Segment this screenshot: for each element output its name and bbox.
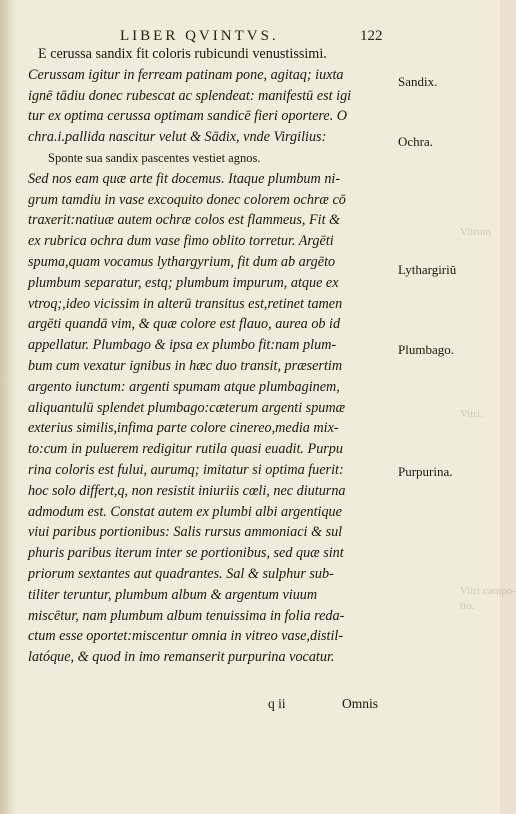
bleed-through-text: Vitri.: [460, 408, 483, 420]
text-line: ex rubrica ochra dum vase fimo oblito torretur. Argēti: [28, 233, 334, 250]
text-line: argēti quandā vim, & quæ colore est flauo, aurea ob id: [28, 316, 341, 333]
text-line: Sed nos eam quæ arte fit docemus. Itaque plumbum ni-: [28, 170, 341, 187]
text-line: rina coloris est fului, aurumq; imitatur si optima fuerit:: [28, 461, 344, 478]
text-line: admodum est. Constat autem ex plumbi albi argentique: [28, 503, 342, 520]
text-line: exterius similis,infima parte colore cinereo,media mix-: [28, 420, 339, 437]
text-line: to:cum in puluerem redigitur rutila quasi euadit. Purpu: [28, 441, 343, 458]
text-line: ignē tādiu donec rubescat ac splendeat: manifestū est igi: [28, 87, 352, 104]
text-line: tur ex optima cerussa optimam sandicē fieri oportere. O: [28, 108, 348, 125]
text-line: hoc solo differt,q, non resistit iniuriis cœli, nec diuturna: [28, 482, 346, 499]
text-line: viui paribus portionibus: Salis rursus ammoniaci & sul: [28, 524, 343, 541]
verse-quotation: Sponte sua sandix pascentes vestiet agnos.: [48, 150, 261, 165]
text-line: phuris paribus iterum inter se portionibus, sed quæ sint: [28, 545, 344, 562]
text-line: ctum esse oportet:miscentur omnia in vitreo vase,distil-: [28, 628, 344, 645]
text-line: tiliter teruntur, plumbum album & argentum viuum: [28, 586, 318, 603]
text-line: spuma,quam vocamus lythargyrium, fit dum ab argēto: [28, 253, 336, 270]
signature-mark: q ii: [268, 696, 286, 711]
running-title: LIBER QVINTVS.: [120, 28, 279, 44]
text-line: appellatur. Plumbago & ipsa ex plumbo fit:nam plum-: [28, 337, 337, 354]
bleed-through-text: Vitrum: [460, 226, 492, 238]
bleed-through-text: tio.: [460, 600, 475, 612]
marginal-note-purpurina: Purpurina.: [398, 464, 453, 479]
text-line: plumbum separatur, estq; plumbum impurum, atque ex: [28, 274, 339, 291]
text-line: traxerit:natiuæ autem ochræ colos est flammeus, Fit &: [28, 212, 341, 229]
text-line: E cerussa sandix fit coloris rubicundi venustissimi.: [38, 46, 327, 62]
text-line: chra.i.pallida nascitur velut & Sādix, vnde Virgilius:: [28, 129, 327, 146]
marginal-note-sandix: Sandix.: [398, 74, 438, 89]
main-text-block: [28, 44, 394, 668]
text-line: Cerussam igitur in ferream patinam pone, agitaq; iuxta: [28, 66, 344, 83]
text-line: miscētur, nam plumbum album tenuissima in folia reda-: [28, 607, 345, 624]
text-line: vtroq;,ideo vicissim in alterū transitus est,retinet tamen: [28, 295, 343, 312]
text-line: bum cum vexatur ignibus in hæc duo transit, præsertim: [28, 357, 343, 374]
marginal-note-lythargirium: Lythargiriū: [398, 262, 457, 277]
catchword: Omnis: [342, 696, 379, 711]
text-line: priorum sextantes aut quadrantes. Sal & sulphur sub-: [28, 565, 334, 582]
page-number: 122: [360, 28, 383, 44]
marginal-note-plumbago: Plumbago.: [398, 342, 454, 357]
marginal-note-ochra: Ochra.: [398, 134, 434, 149]
text-line: aliquantulū splendet plumbago:cæterum argenti spumæ: [28, 399, 346, 416]
bleed-through-text: Vitri campo-: [460, 585, 516, 597]
text-line: grum tamdiu in vase excoquito donec colorem ochræ cō: [28, 191, 346, 208]
text-line: argento iunctum: argenti spumam atque plumbaginem,: [28, 378, 340, 395]
text-line: latóque, & quod in imo remanserit purpurina vocatur.: [28, 649, 335, 666]
